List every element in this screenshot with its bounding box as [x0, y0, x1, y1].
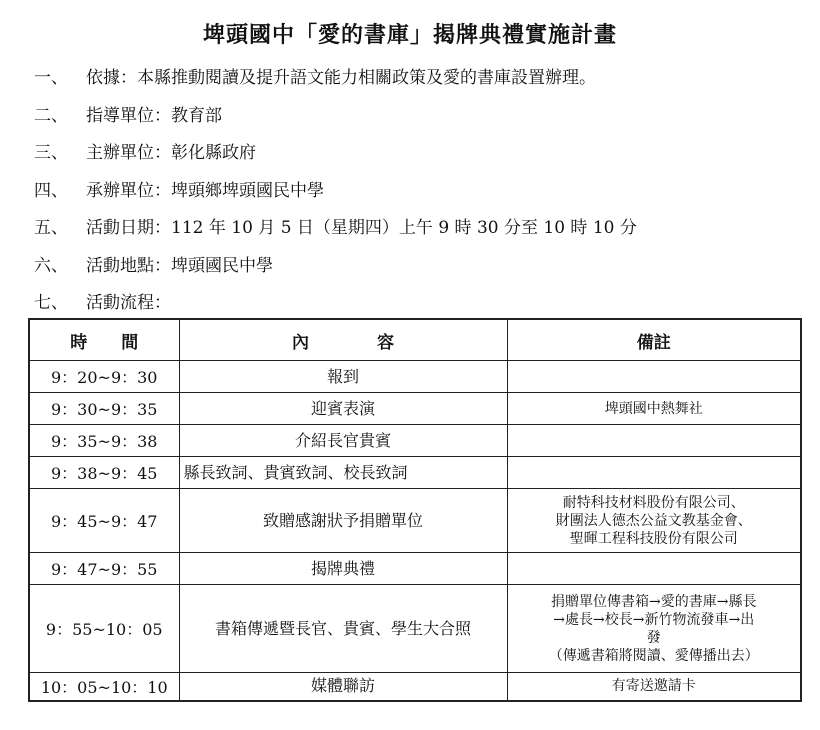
item-number: 七、	[34, 293, 68, 313]
item-text: 主辦單位：彰化縣政府	[86, 143, 256, 163]
header-content: 內 容	[179, 319, 507, 361]
row-note	[507, 425, 801, 457]
note-line: （傳遞書箱將閱讀、愛傳播出去）	[548, 647, 759, 664]
note-line: →處長→校長→新竹物流發車→出	[553, 611, 755, 628]
plan-item-date	[34, 210, 814, 248]
item-text: 承辦單位：埤頭鄉埤頭國民中學	[86, 180, 324, 201]
plan-item-location	[34, 248, 814, 286]
item-number: 六、	[34, 255, 68, 276]
row-note	[507, 361, 801, 393]
row-note	[507, 457, 801, 489]
note-line: 耐特科技材料股份有限公司、	[562, 494, 745, 511]
table-row	[29, 489, 801, 553]
row-time: 9：55~10：05	[29, 585, 179, 673]
row-content: 書箱傳遞暨長官、貴賓、學生大合照	[179, 585, 507, 673]
table-row	[29, 393, 801, 425]
row-content: 揭牌典禮	[179, 553, 507, 585]
note-line: 聖暉工程科技股份有限公司	[569, 530, 738, 547]
note-line: 財團法人德杰公益文教基金會、	[555, 512, 752, 529]
header-note: 備註	[507, 319, 801, 361]
item-number: 一、	[34, 68, 68, 88]
table-row	[29, 673, 801, 701]
table-row	[29, 361, 801, 393]
note-line: 捐贈單位傳書箱→愛的書庫→縣長	[551, 593, 757, 610]
plan-item-basis	[34, 60, 814, 98]
note-line: 埤頭國中熱舞社	[604, 400, 703, 417]
row-content: 迎賓表演	[179, 393, 507, 425]
row-note	[507, 489, 801, 553]
plan-item-guidance-unit	[34, 98, 814, 136]
note-line: 發	[646, 629, 661, 646]
plan-item-organizer	[34, 135, 814, 173]
note-line: 有寄送邀請卡	[611, 678, 696, 695]
row-time: 9：30~9：35	[29, 393, 179, 425]
row-time: 9：45~9：47	[29, 489, 179, 553]
document-title: 埤頭國中「愛的書庫」揭牌典禮實施計畫	[202, 22, 617, 48]
row-time: 9：35~9：38	[29, 425, 179, 457]
table-row	[29, 585, 801, 673]
row-content: 介紹長官貴賓	[179, 425, 507, 457]
table-row	[29, 457, 801, 489]
schedule-table	[28, 318, 802, 702]
item-text: 活動流程：	[86, 293, 171, 313]
row-note	[507, 585, 801, 673]
row-content: 致贈感謝狀予捐贈單位	[179, 489, 507, 553]
item-text: 依據：本縣推動閱讀及提升語文能力相關政策及愛的書庫設置辦理。	[86, 68, 596, 88]
row-time: 9：20~9：30	[29, 361, 179, 393]
row-note	[507, 553, 801, 585]
plan-item-executor	[34, 173, 814, 211]
row-note	[507, 673, 801, 701]
header-time: 時 間	[29, 319, 179, 361]
row-content: 報到	[179, 361, 507, 393]
item-number: 二、	[34, 105, 68, 126]
row-content: 媒體聯訪	[179, 673, 507, 701]
row-time: 9：38~9：45	[29, 457, 179, 489]
row-time: 10：05~10：10	[29, 673, 179, 701]
table-row	[29, 553, 801, 585]
row-time: 9：47~9：55	[29, 553, 179, 585]
item-number: 三、	[34, 143, 68, 163]
row-content: 縣長致詞、貴賓致詞、校長致詞	[179, 457, 507, 489]
item-number: 四、	[34, 180, 68, 201]
table-header-row	[29, 319, 801, 361]
item-text: 活動地點：埤頭國民中學	[86, 255, 273, 276]
plan-item-schedule	[34, 285, 814, 323]
plan-items	[34, 60, 814, 323]
item-text: 活動日期：112 年 10 月 5 日（星期四）上午 9 時 30 分至 10 時 10 分	[86, 218, 637, 238]
item-text: 指導單位：教育部	[86, 105, 222, 126]
table-row	[29, 425, 801, 457]
row-note	[507, 393, 801, 425]
item-number: 五、	[34, 218, 68, 238]
